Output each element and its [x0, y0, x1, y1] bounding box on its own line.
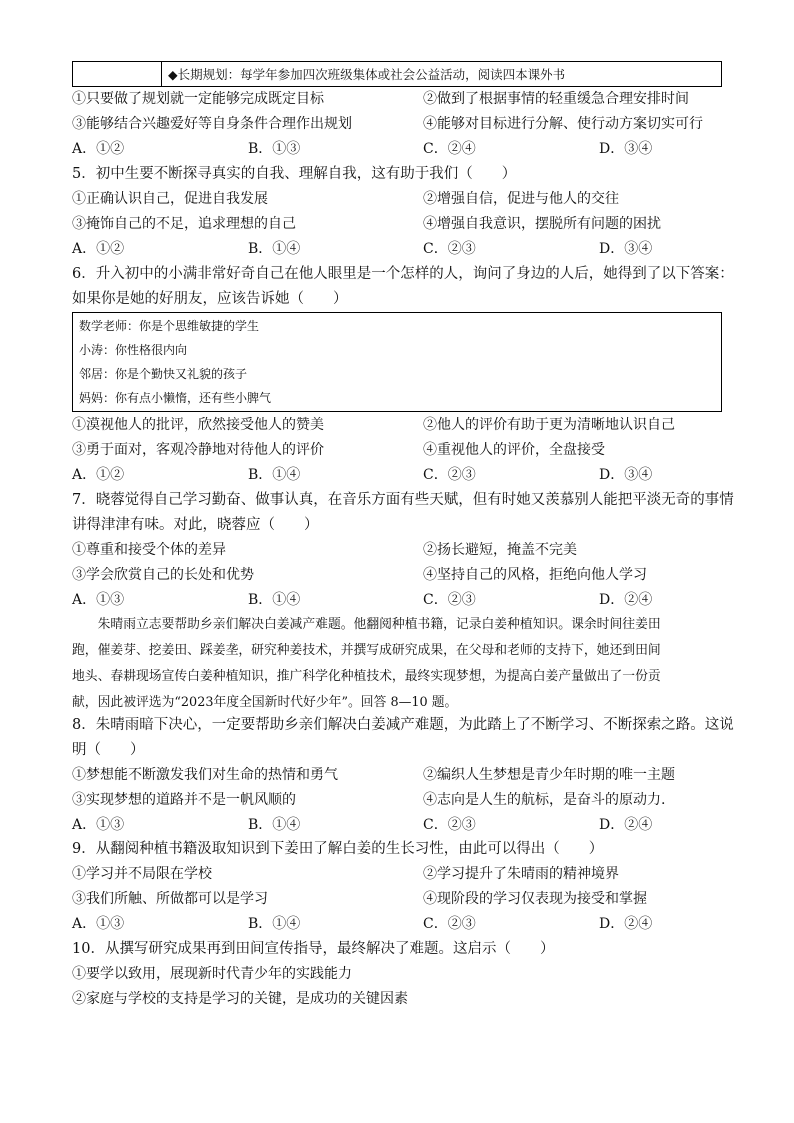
- q8-stem-line-1: 8．朱晴雨暗下决心，一定要帮助乡亲们解决白姜减产难题，为此踏上了不断学习、不断探索之路。这说: [72, 717, 734, 733]
- q9-statement-2: ②学习提升了朱晴雨的精神境界: [423, 866, 619, 882]
- q6-statement-1: ①漠视他人的批评，欣然接受他人的赞美: [72, 417, 324, 433]
- q4-choices: [72, 139, 712, 159]
- plan-table: [72, 61, 722, 87]
- q6-quote-neighbor: 邻居：你是个勤快又礼貌的孩子: [79, 367, 248, 381]
- material-line-4: 献，因此被评选为“2023年度全国新时代好少年”。回答 8—10 题。: [72, 695, 458, 710]
- q6-quote-box: [72, 312, 722, 412]
- q5-choice-d[interactable]: D．③④: [599, 241, 653, 257]
- plan-row-long-term: [73, 62, 722, 87]
- q8-stem-line-2: 明（ ）: [72, 742, 145, 758]
- q9-statement-4: ④现阶段的学习仅表现为接受和掌握: [423, 891, 647, 907]
- q8-statement-4: ④志向是人生的航标，是奋斗的原动力.: [423, 792, 666, 808]
- q4-choice-a[interactable]: A．①②: [72, 141, 125, 157]
- q10-statement-1: ①要学以致用，展现新时代青少年的实践能力: [72, 966, 352, 982]
- q6-choice-b[interactable]: B．①④: [248, 467, 301, 483]
- q9-stem: 9．从翻阅种植书籍汲取知识到下姜田了解白姜的生长习性，由此可以得出（ ）: [72, 841, 604, 857]
- q8-choice-b[interactable]: B．①④: [248, 817, 301, 833]
- q8-choice-a[interactable]: A．①③: [72, 817, 125, 833]
- q6-stem-line-1: 6．升入初中的小满非常好奇自己在他人眼里是一个怎样的人，询问了身边的人后，她得到了以下答案：: [72, 266, 734, 282]
- q9-statement-1: ①学习并不局限在学校: [72, 866, 212, 882]
- q4-statement-3: ③能够结合兴趣爱好等自身条件合理作出规划: [72, 116, 352, 132]
- q5-choice-a[interactable]: A．①②: [72, 241, 125, 257]
- q6-quote-teacher: 数学老师：你是个思维敏捷的学生: [79, 319, 260, 333]
- q10-statement-2: ②家庭与学校的支持是学习的关键，是成功的关键因素: [72, 991, 408, 1007]
- q4-statement-1: ①只要做了规划就一定能够完成既定目标: [72, 91, 324, 107]
- q9-choice-a[interactable]: A．①③: [72, 916, 125, 932]
- q7-statement-3: ③学会欣赏自己的长处和优势: [72, 567, 254, 583]
- q7-choices: [72, 590, 712, 610]
- q6-statement-4: ④重视他人的评价，全盘接受: [423, 442, 605, 458]
- q7-choice-c[interactable]: C．②③: [423, 592, 476, 608]
- q5-statement-3: ③掩饰自己的不足，追求理想的自己: [72, 216, 296, 232]
- q6-choice-d[interactable]: D．③④: [599, 467, 653, 483]
- q8-choices: [72, 815, 712, 835]
- q7-statement-1: ①尊重和接受个体的差异: [72, 542, 226, 558]
- q7-stem-line-2: 讲得津津有味。对此，晓蓉应（ ）: [72, 517, 319, 533]
- q4-statement-2: ②做到了根据事情的轻重缓急合理安排时间: [423, 91, 689, 107]
- q7-statement-4: ④坚持自己的风格，拒绝向他人学习: [423, 567, 647, 583]
- plan-long-term-text: ◆长期规划：每学年参加四次班级集体或社会公益活动，阅读四本课外书: [162, 62, 722, 87]
- q6-quote-mother: 妈妈：你有点小懒惰，还有些小脾气: [79, 391, 272, 405]
- q6-statement-3: ③勇于面对，客观冷静地对待他人的评价: [72, 442, 324, 458]
- q5-stem: 5．初中生要不断探寻真实的自我、理解自我，这有助于我们（ ）: [72, 166, 517, 182]
- q6-choice-c[interactable]: C．②③: [423, 467, 476, 483]
- q5-choices: [72, 239, 712, 259]
- q9-choice-c[interactable]: C．②③: [423, 916, 476, 932]
- q6-statement-2: ②他人的评价有助于更为清晰地认识自己: [423, 417, 675, 433]
- q7-stem-line-1: 7．晓蓉觉得自己学习勤奋、做事认真，在音乐方面有些天赋，但有时她又羡慕别人能把平淡无奇的事情: [72, 492, 734, 508]
- q8-statement-1: ①梦想能不断激发我们对生命的热情和勇气: [72, 767, 338, 783]
- q9-choice-b[interactable]: B．①④: [248, 916, 301, 932]
- q4-choice-d[interactable]: D．③④: [599, 141, 653, 157]
- q6-choices: [72, 465, 712, 485]
- q7-choice-b[interactable]: B．①④: [248, 592, 301, 608]
- q8-statement-3: ③实现梦想的道路并不是一帆风顺的: [72, 792, 296, 808]
- q5-choice-c[interactable]: C．②③: [423, 241, 476, 257]
- material-line-1: 朱晴雨立志要帮助乡亲们解决白姜减产难题。他翻阅种植书籍，记录白姜种植知识。课余时间往姜田: [72, 617, 661, 632]
- q8-choice-d[interactable]: D．②④: [599, 817, 653, 833]
- q6-choice-a[interactable]: A．①②: [72, 467, 125, 483]
- q9-statement-3: ③我们所触、所做都可以是学习: [72, 891, 268, 907]
- material-line-3: 地头、春耕现场宣传白姜种植知识，推广科学化种植技术，最终实现梦想，为提高白姜产量做出了一份贡: [72, 669, 661, 684]
- q6-quote-xiaotao: 小涛：你性格很内向: [79, 343, 188, 357]
- q9-choice-d[interactable]: D．②④: [599, 916, 653, 932]
- q7-choice-a[interactable]: A．①③: [72, 592, 125, 608]
- q6-stem-line-2: 如果你是她的好朋友，应该告诉她（ ）: [72, 291, 348, 307]
- q5-choice-b[interactable]: B．①④: [248, 241, 301, 257]
- q10-stem: 10．从撰写研究成果再到田间宣传指导，最终解决了难题。这启示（ ）: [72, 941, 555, 957]
- q5-statement-4: ④增强自我意识，摆脱所有问题的困扰: [423, 216, 661, 232]
- q4-statement-4: ④能够对目标进行分解、使行动方案切实可行: [423, 116, 703, 132]
- q4-choice-b[interactable]: B．①③: [248, 141, 301, 157]
- q5-statement-2: ②增强自信，促进与他人的交往: [423, 191, 619, 207]
- q7-statement-2: ②扬长避短，掩盖不完美: [423, 542, 577, 558]
- q4-choice-c[interactable]: C．②④: [423, 141, 476, 157]
- q5-statement-1: ①正确认识自己，促进自我发展: [72, 191, 268, 207]
- plan-label-cell: [73, 62, 162, 87]
- q8-statement-2: ②编织人生梦想是青少年时期的唯一主题: [423, 767, 675, 783]
- q7-choice-d[interactable]: D．②④: [599, 592, 653, 608]
- q9-choices: [72, 914, 712, 934]
- q8-choice-c[interactable]: C．②③: [423, 817, 476, 833]
- material-line-2: 跑，催姜芽、挖姜田、踩姜垄，研究种姜技术，并撰写成研究成果，在父母和老师的支持下，她还到田间: [72, 643, 661, 658]
